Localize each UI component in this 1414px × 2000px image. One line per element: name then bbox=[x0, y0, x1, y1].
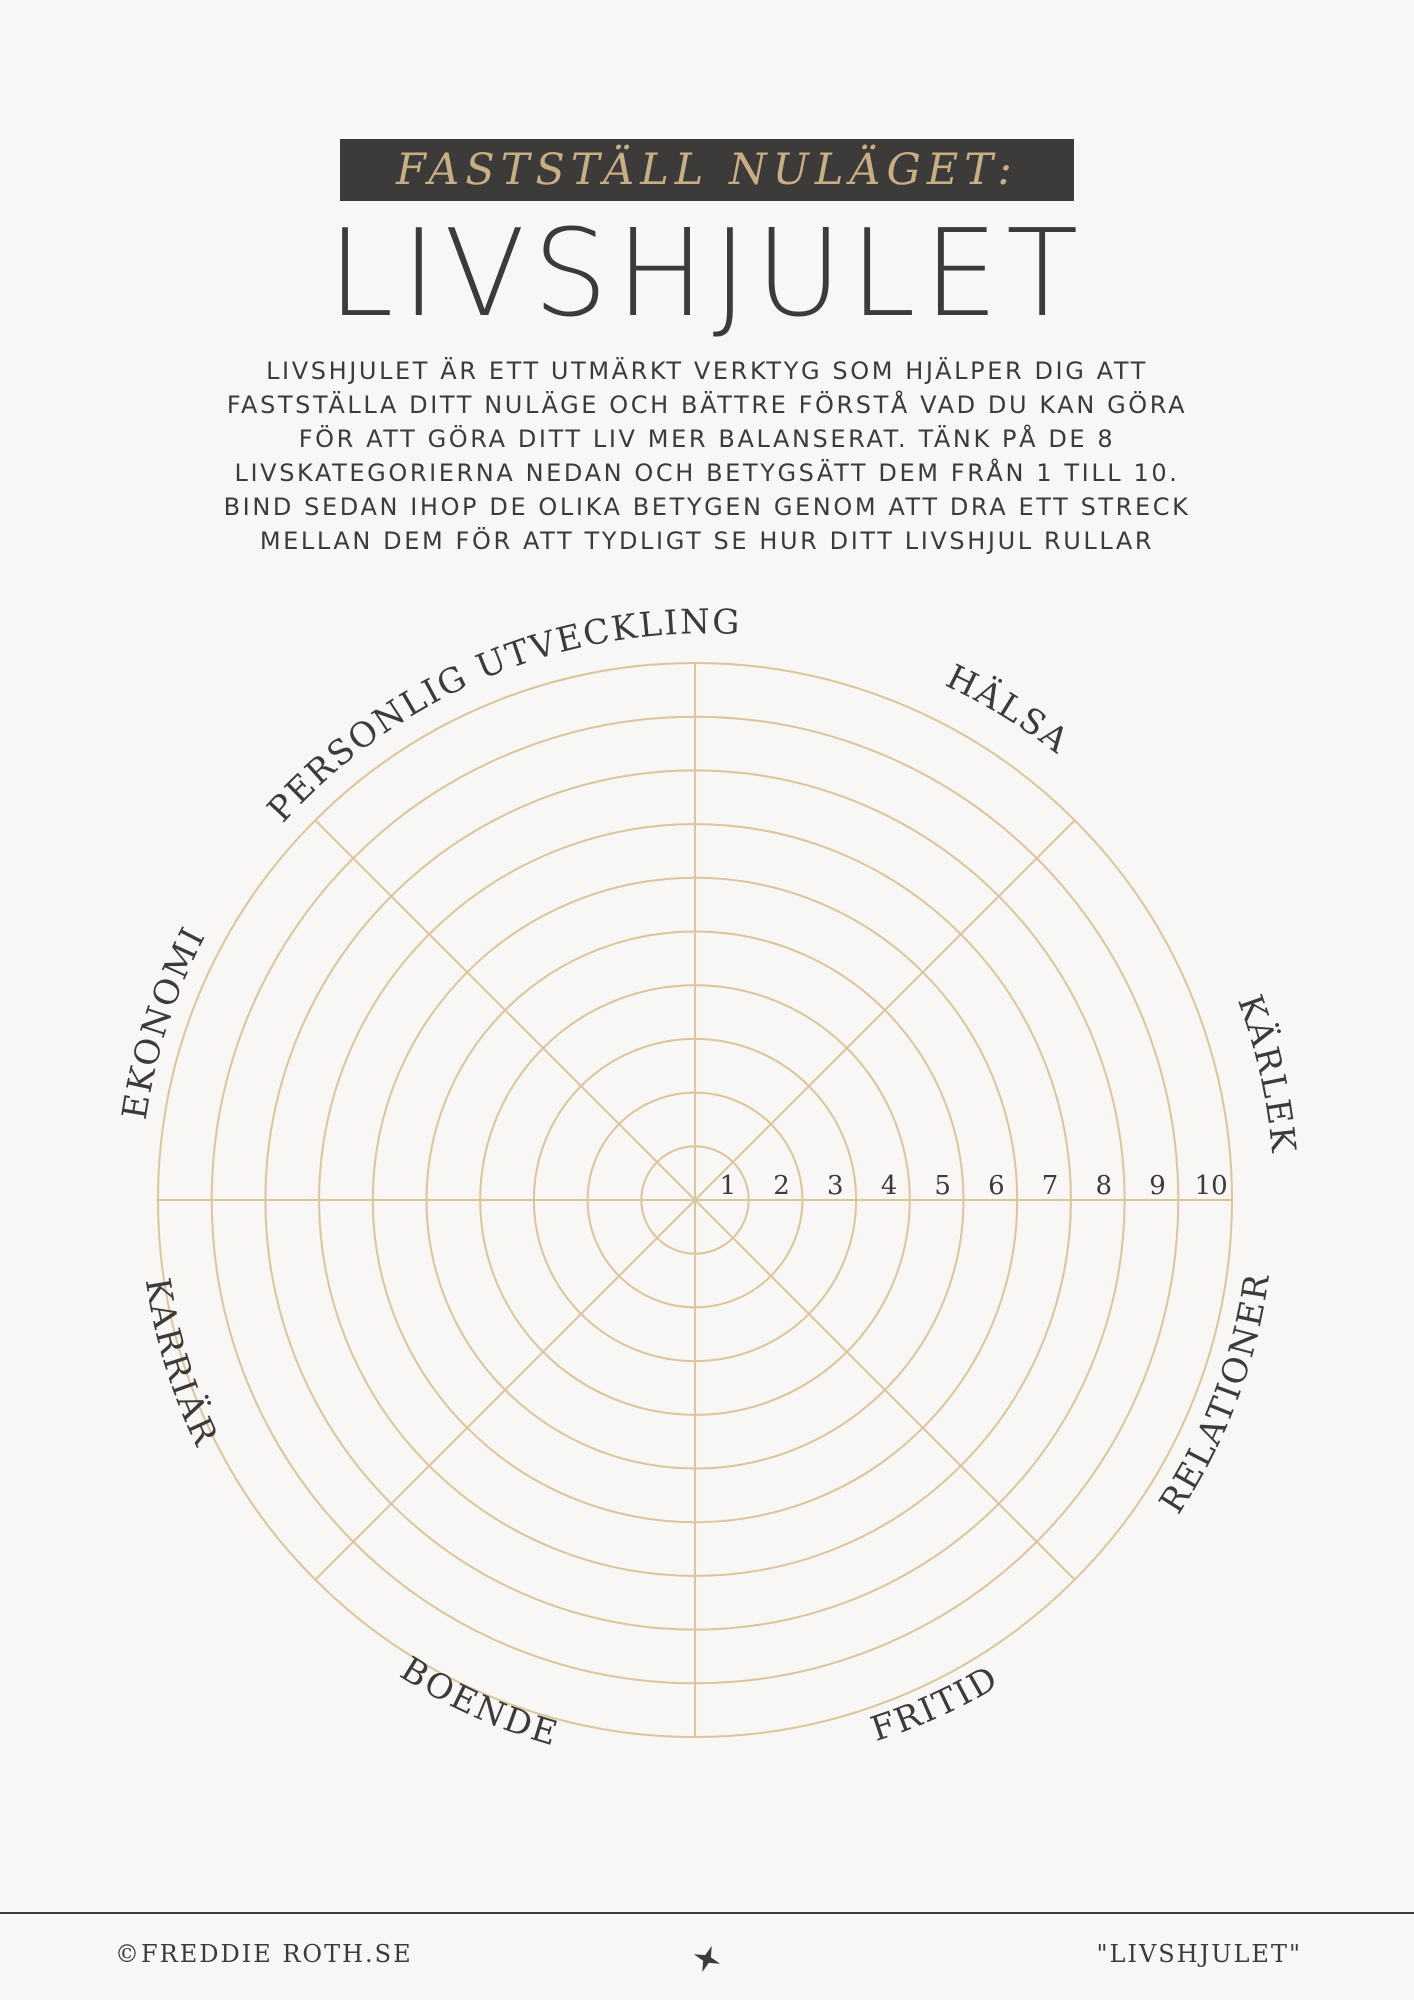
intro-line: LIVSHJULET ÄR ETT UTMÄRKT VERKTYG SOM HJÄLPER DIG ATT bbox=[266, 357, 1148, 385]
intro-line: FASTSTÄLLA DITT NULÄGE OCH BÄTTRE FÖRSTÅ VAD DU KAN GÖRA bbox=[226, 391, 1188, 419]
scale-labels bbox=[720, 1171, 1228, 1201]
category-label: RELATIONER bbox=[1151, 1269, 1279, 1521]
footer-copyright: ©FREDDIE ROTH.SE bbox=[115, 1940, 413, 1968]
category-label: KÄRLEK bbox=[1229, 989, 1304, 1156]
category-label: BOENDE bbox=[393, 1649, 564, 1755]
intro-paragraph bbox=[150, 354, 1264, 558]
scale-label: 9 bbox=[1149, 1171, 1166, 1201]
banner-text: FASTSTÄLL NULÄGET: bbox=[396, 145, 1018, 195]
scale-label: 3 bbox=[827, 1171, 844, 1201]
wheel-spoke bbox=[315, 820, 695, 1200]
category-label: KARRIÄR bbox=[136, 1275, 226, 1453]
life-wheel bbox=[0, 600, 1414, 1780]
scale-label: 6 bbox=[988, 1171, 1005, 1201]
scale-label: 2 bbox=[773, 1171, 790, 1201]
subtitle-banner bbox=[340, 139, 1074, 201]
scale-label: 8 bbox=[1095, 1171, 1113, 1201]
category-label: HÄLSA bbox=[939, 657, 1078, 763]
scale-label: 7 bbox=[1041, 1171, 1059, 1201]
category-label: EKONOMI bbox=[114, 920, 215, 1123]
scale-label: 10 bbox=[1194, 1171, 1228, 1201]
footer-title: "LIVSHJULET" bbox=[1096, 1940, 1302, 1968]
intro-line: BIND SEDAN IHOP DE OLIKA BETYGEN GENOM ATT DRA ETT STRECK bbox=[223, 493, 1191, 521]
four-point-star-icon bbox=[690, 1942, 724, 1976]
intro-line: LIVSKATEGORIERNA NEDAN OCH BETYGSÄTT DEM FRÅN 1 TILL 10. bbox=[234, 459, 1180, 487]
page-title: LIVSHJULET bbox=[327, 202, 1087, 344]
category-label: PERSONLIG UTVECKLING bbox=[259, 602, 743, 831]
scale-label: 4 bbox=[880, 1171, 898, 1201]
scale-label: 1 bbox=[719, 1171, 737, 1201]
intro-line: FÖR ATT GÖRA DITT LIV MER BALANSERAT. TÄNK PÅ DE 8 bbox=[298, 425, 1116, 453]
wheel-spoke bbox=[315, 1200, 695, 1580]
scale-label: 5 bbox=[934, 1171, 951, 1201]
footer-divider bbox=[0, 1912, 1414, 1914]
wheel-spoke bbox=[695, 1200, 1075, 1580]
intro-line: MELLAN DEM FÖR ATT TYDLIGT SE HUR DITT LIVSHJUL RULLAR bbox=[259, 527, 1155, 555]
category-label: FRITID bbox=[865, 1657, 1006, 1750]
wheel-spokes bbox=[158, 663, 1232, 1737]
wheel-spoke bbox=[695, 820, 1075, 1200]
